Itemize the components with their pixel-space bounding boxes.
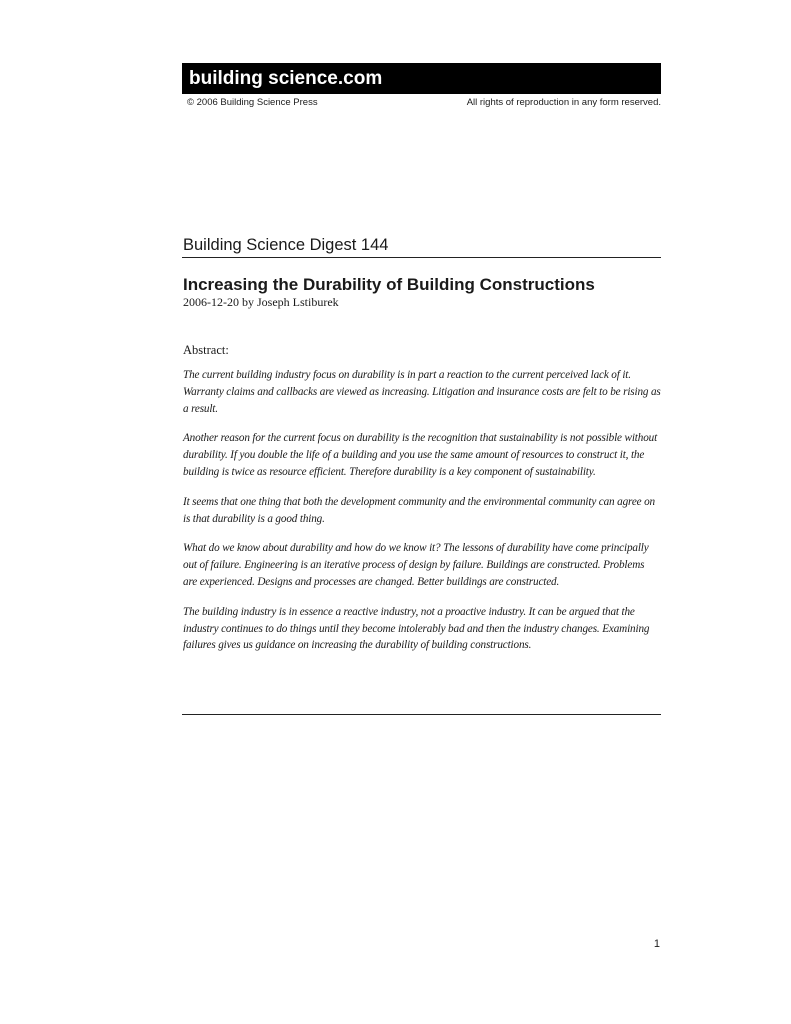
- brand-logo-text[interactable]: building science.com: [189, 68, 383, 89]
- divider-bottom: [182, 714, 661, 715]
- abstract-paragraph: The current building industry focus on durability is in part a reaction to the current perceived lack of it. Warranty claims and callbacks are viewed as increasing. Litigation and insurance costs are felt to be rising as a result.: [183, 369, 661, 415]
- abstract-paragraph: The building industry is in essence a reactive industry, not a proactive industry. It can be argued that the industry continues to do things until they become intolerably bad and then the industry changes. Examining failures gives us guidance on increasing the durability of building constructions.: [183, 605, 650, 652]
- page-number: 1: [653, 938, 660, 950]
- digest-number: Building Science Digest 144: [183, 236, 389, 254]
- abstract-paragraph: It seems that one thing that both the development community and the environmental community can agree on is that durability is a good thing.: [183, 495, 655, 525]
- abstract-paragraph: Another reason for the current focus on durability is the recognition that sustainability is not possible without durability. If you double the life of a building and you use the same amount of resources to construct it, the building is twice as resource efficient. Therefore durability is a key component of sustainability.: [183, 432, 658, 478]
- document-title: Increasing the Durability of Building Constructions: [183, 275, 595, 294]
- header-bar: [182, 63, 661, 94]
- byline: 2006-12-20 by Joseph Lstiburek: [183, 295, 339, 309]
- abstract-paragraph: What do we know about durability and how do we know it? The lessons of durability have come principally out of failure. Engineering is an iterative process of design by failure. Buildings are constructed. Problems are experienced. Designs and processes are changed. Better buildings are constructed.: [183, 542, 649, 588]
- copyright-notice: © 2006 Building Science Press: [187, 97, 318, 108]
- divider-top: [182, 257, 661, 258]
- abstract-label: Abstract:: [183, 343, 229, 357]
- abstract-body: [183, 367, 661, 667]
- rights-notice: All rights of reproduction in any form reserved.: [466, 97, 661, 108]
